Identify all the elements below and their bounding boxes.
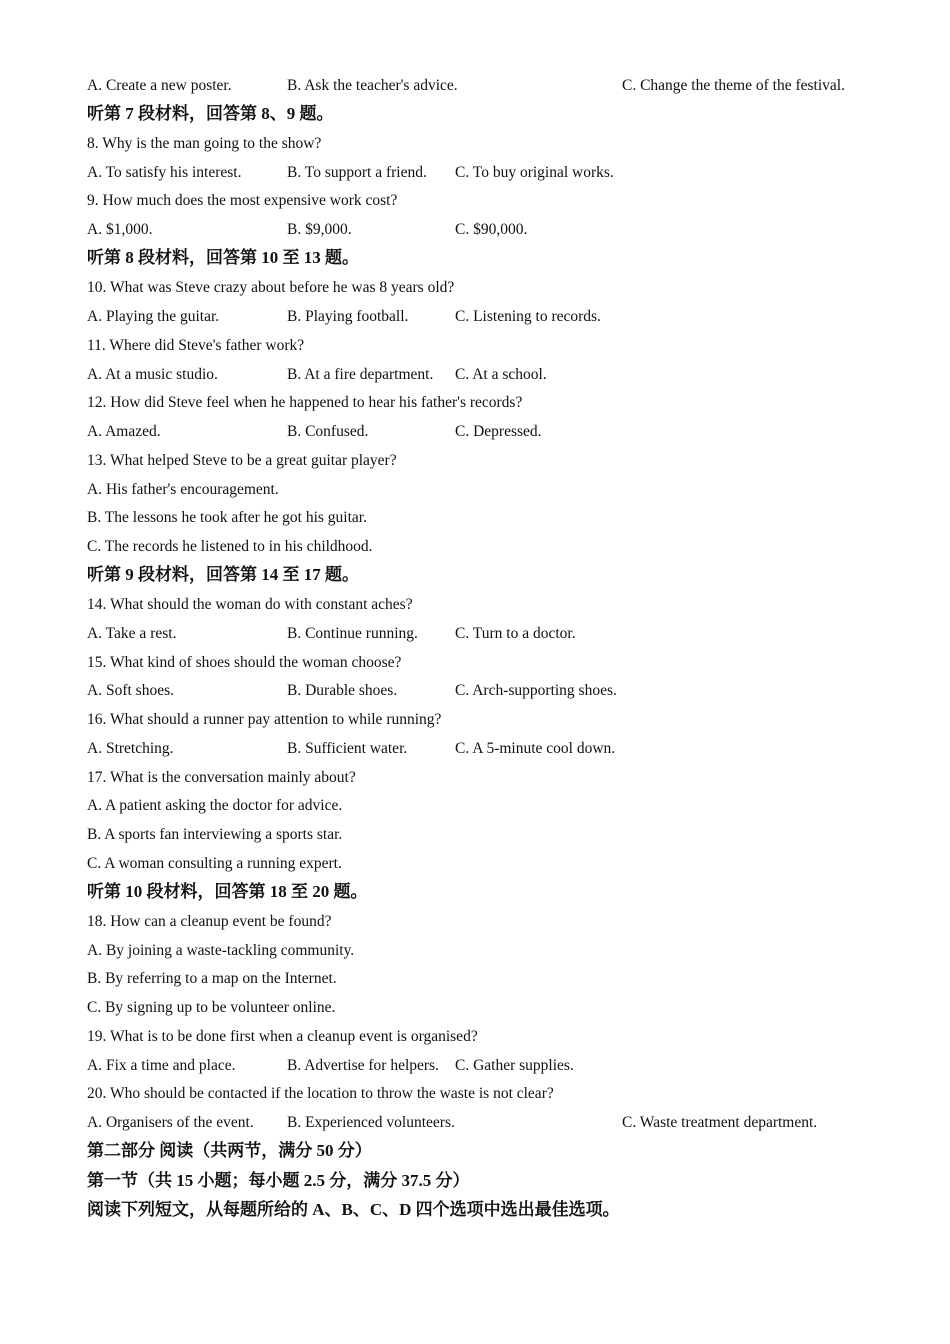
q20-option-a: A. Organisers of the event.	[87, 1114, 254, 1131]
q17-option-b: B. A sports fan interviewing a sports star.	[87, 826, 343, 843]
q8-option-c: C. To buy original works.	[455, 164, 614, 181]
q7-option-b: B. Ask the teacher's advice.	[287, 77, 458, 94]
q19-option-c: C. Gather supplies.	[455, 1057, 574, 1074]
q15-options-row	[87, 680, 910, 702]
q11-options-row	[87, 364, 910, 386]
q19-option-a: A. Fix a time and place.	[87, 1057, 236, 1074]
q7-option-a: A. Create a new poster.	[87, 77, 232, 94]
q16-option-c: C. A 5-minute cool down.	[455, 740, 616, 757]
q16-options-row	[87, 738, 910, 760]
part2-heading: 第二部分 阅读（共两节，满分 50 分）	[87, 1141, 372, 1160]
q9-options-row	[87, 219, 910, 241]
q16-question: 16. What should a runner pay attention to while running?	[87, 711, 442, 728]
q11-option-a: A. At a music studio.	[87, 366, 218, 383]
q17-option-c: C. A woman consulting a running expert.	[87, 855, 342, 872]
section7-heading: 听第 7 段材料，回答第 8、9 题。	[87, 104, 334, 123]
q20-options-row	[87, 1112, 910, 1134]
section8-heading: 听第 8 段材料，回答第 10 至 13 题。	[87, 248, 359, 267]
q8-option-a: A. To satisfy his interest.	[87, 164, 242, 181]
q15-option-b: B. Durable shoes.	[287, 682, 398, 699]
q16-option-a: A. Stretching.	[87, 740, 174, 757]
q10-question: 10. What was Steve crazy about before he was 8 years old?	[87, 279, 455, 296]
q13-option-c: C. The records he listened to in his childhood.	[87, 538, 373, 555]
q12-option-b: B. Confused.	[287, 423, 369, 440]
q8-option-b: B. To support a friend.	[287, 164, 427, 181]
q18-option-c: C. By signing up to be volunteer online.	[87, 999, 336, 1016]
q14-option-c: C. Turn to a doctor.	[455, 625, 576, 642]
q19-options-row	[87, 1055, 910, 1077]
q17-question: 17. What is the conversation mainly about?	[87, 769, 356, 786]
q11-question: 11. Where did Steve's father work?	[87, 337, 305, 354]
q18-option-b: B. By referring to a map on the Internet.	[87, 970, 337, 987]
q7-options-row	[87, 75, 910, 97]
part2-instruction: 阅读下列短文，从每题所给的 A、B、C、D 四个选项中选出最佳选项。	[87, 1200, 620, 1219]
section10-heading: 听第 10 段材料，回答第 18 至 20 题。	[87, 882, 368, 901]
q9-question: 9. How much does the most expensive work cost?	[87, 192, 398, 209]
q9-option-c: C. $90,000.	[455, 221, 528, 238]
q11-option-c: C. At a school.	[455, 366, 547, 383]
q8-question: 8. Why is the man going to the show?	[87, 135, 322, 152]
q7-option-c: C. Change the theme of the festival.	[622, 77, 845, 94]
q8-options-row	[87, 162, 910, 184]
q9-option-b: B. $9,000.	[287, 221, 352, 238]
q19-option-b: B. Advertise for helpers.	[287, 1057, 439, 1074]
q14-options-row	[87, 623, 910, 645]
q10-option-b: B. Playing football.	[287, 308, 409, 325]
q20-option-c: C. Waste treatment department.	[622, 1114, 818, 1131]
q18-option-a: A. By joining a waste-tackling community.	[87, 942, 355, 959]
q15-option-c: C. Arch-supporting shoes.	[455, 682, 617, 699]
q14-option-a: A. Take a rest.	[87, 625, 177, 642]
q10-option-a: A. Playing the guitar.	[87, 308, 220, 325]
q15-question: 15. What kind of shoes should the woman choose?	[87, 654, 402, 671]
part2-section1-heading: 第一节（共 15 小题；每小题 2.5 分，满分 37.5 分）	[87, 1171, 470, 1190]
q13-option-b: B. The lessons he took after he got his guitar.	[87, 509, 367, 526]
q15-option-a: A. Soft shoes.	[87, 682, 174, 699]
q10-options-row	[87, 306, 910, 328]
q9-option-a: A. $1,000.	[87, 221, 153, 238]
q20-option-b: B. Experienced volunteers.	[287, 1114, 455, 1131]
q10-option-c: C. Listening to records.	[455, 308, 601, 325]
q13-option-a: A. His father's encouragement.	[87, 481, 279, 498]
q16-option-b: B. Sufficient water.	[287, 740, 408, 757]
q11-option-b: B. At a fire department.	[287, 366, 434, 383]
q12-options-row	[87, 421, 910, 443]
q12-question: 12. How did Steve feel when he happened to hear his father's records?	[87, 394, 523, 411]
q12-option-c: C. Depressed.	[455, 423, 542, 440]
q14-option-b: B. Continue running.	[287, 625, 418, 642]
q13-question: 13. What helped Steve to be a great guitar player?	[87, 452, 397, 469]
q19-question: 19. What is to be done first when a cleanup event is organised?	[87, 1028, 478, 1045]
q20-question: 20. Who should be contacted if the location to throw the waste is not clear?	[87, 1085, 554, 1102]
q17-option-a: A. A patient asking the doctor for advice.	[87, 797, 343, 814]
q12-option-a: A. Amazed.	[87, 423, 161, 440]
q18-question: 18. How can a cleanup event be found?	[87, 913, 332, 930]
q14-question: 14. What should the woman do with constant aches?	[87, 596, 413, 613]
section9-heading: 听第 9 段材料，回答第 14 至 17 题。	[87, 565, 359, 584]
